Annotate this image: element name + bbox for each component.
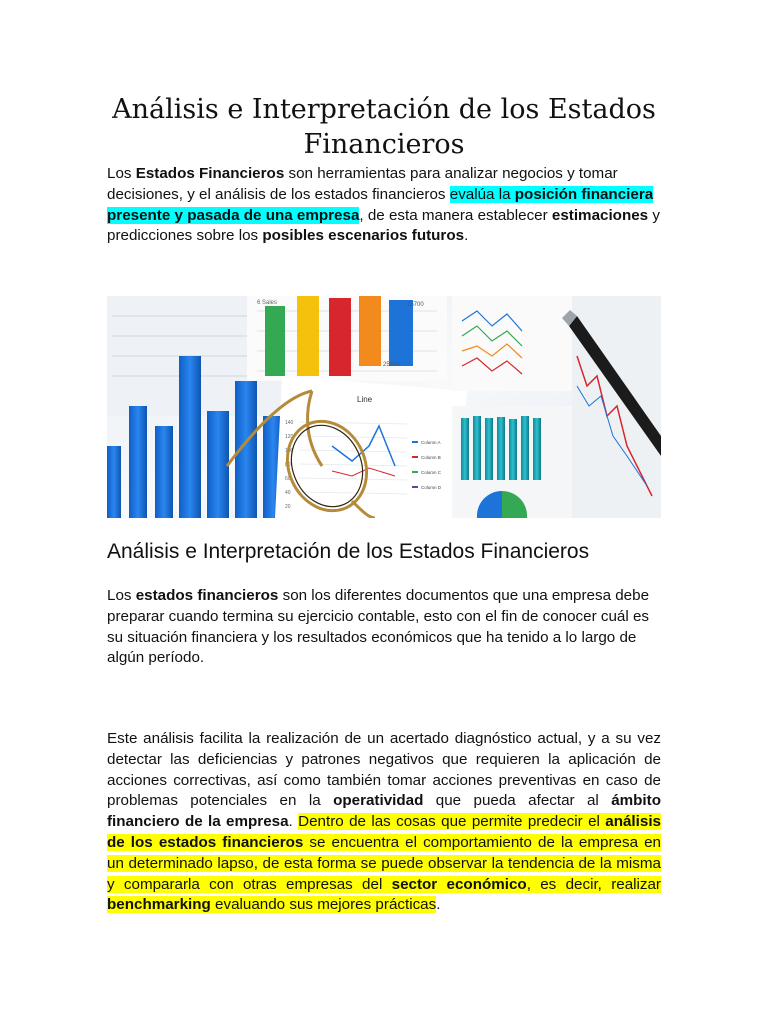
legend-item: Column D (421, 485, 442, 490)
para3-text-2: que pueda afectar al (423, 792, 612, 810)
intro-text-4: y predicciones sobre los (107, 206, 660, 245)
para3-highlight-bold-benchmarking: benchmarking (107, 896, 211, 914)
intro-highlight-evalua: evalúa la (449, 185, 515, 203)
axis-tick: 60 (285, 476, 291, 482)
intro-bold-estados: Estados Financieros (135, 165, 285, 182)
axis-tick: 100 (285, 448, 294, 454)
intro-text-1: Los (107, 165, 136, 182)
analysis-paragraph (107, 729, 661, 916)
document-title: Análisis e Interpretación de los Estados Financieros (112, 94, 656, 160)
axis-tick: 40 (285, 490, 291, 496)
axis-tick: 20 (285, 504, 291, 510)
para3-highlight-bold-analisis: análisis de los estados financieros (107, 813, 661, 851)
para3-highlight-1: Dentro de las cosas que permite predecir el (298, 813, 606, 831)
legend-item: Column C (421, 470, 442, 475)
bar-value-label: 25700 (407, 302, 424, 308)
axis-tick: 80 (285, 462, 291, 468)
para3-highlight-4: evaluando sus mejores prácticas (210, 896, 437, 914)
legend-item: Column B (421, 455, 441, 460)
legend-item: Column A (421, 440, 441, 445)
para3-bold-operatividad: operatividad (333, 792, 424, 810)
financial-charts-illustration (107, 296, 661, 518)
intro-bold-estimaciones: estimaciones (551, 206, 649, 224)
intro-bold-escenarios: posibles escenarios futuros (262, 227, 465, 245)
para3-highlight-2: se encuentra el comportamiento de la empresa en un determinado lapso, de esta forma se puede observar la tendencia de la misma y compararla con otras empresas del (107, 833, 661, 893)
axis-tick: 140 (285, 420, 294, 426)
axis-tick: 120 (285, 434, 294, 440)
line-chart-title: Line (357, 395, 373, 404)
sales-label: 6 Sales (257, 300, 278, 306)
intro-text-5: . (464, 227, 469, 245)
para3-highlight-bold-sector: sector económico (391, 875, 527, 893)
intro-highlight-posicion: posición financiera presente y pasada de una empresa (107, 185, 654, 224)
para3-text-4: . (436, 896, 441, 914)
intro-text-2: son herramientas para analizar negocios y tomar decisiones, y el análisis de los estados financieros (107, 165, 618, 203)
definition-paragraph (107, 586, 661, 669)
para2-text-2: son los diferentes documentos que una empresa debe preparar cuando termina su ejercicio contable, esto con el fin de conocer cuál es su situación financiera y los resultados económicos que ha tenido a lo largo de algún período. (107, 587, 650, 667)
intro-paragraph (107, 164, 661, 247)
section-subtitle: Análisis e Interpretación de los Estados Financieros (107, 540, 590, 563)
para3-text-3: . (288, 813, 299, 831)
financial-charts-photo (107, 296, 661, 518)
para2-bold-estados: estados financieros (135, 587, 279, 604)
bar-value-label: 25336 (383, 362, 400, 368)
intro-text-3: , de esta manera establecer (359, 206, 552, 224)
para3-highlight-3: , es decir, realizar (526, 875, 661, 893)
para3-bold-ambito: ámbito financiero de la empresa (107, 792, 661, 831)
para3-text-1: Este análisis facilita la realización de un acertado diagnóstico actual, y a su vez detectar las deficiencias y patrones negativos que requieren la aplicación de acciones correctivas, así como también tomar acciones preventivas en caso de problemas potenciales en la (107, 730, 661, 810)
para2-text-1: Los (107, 587, 136, 604)
